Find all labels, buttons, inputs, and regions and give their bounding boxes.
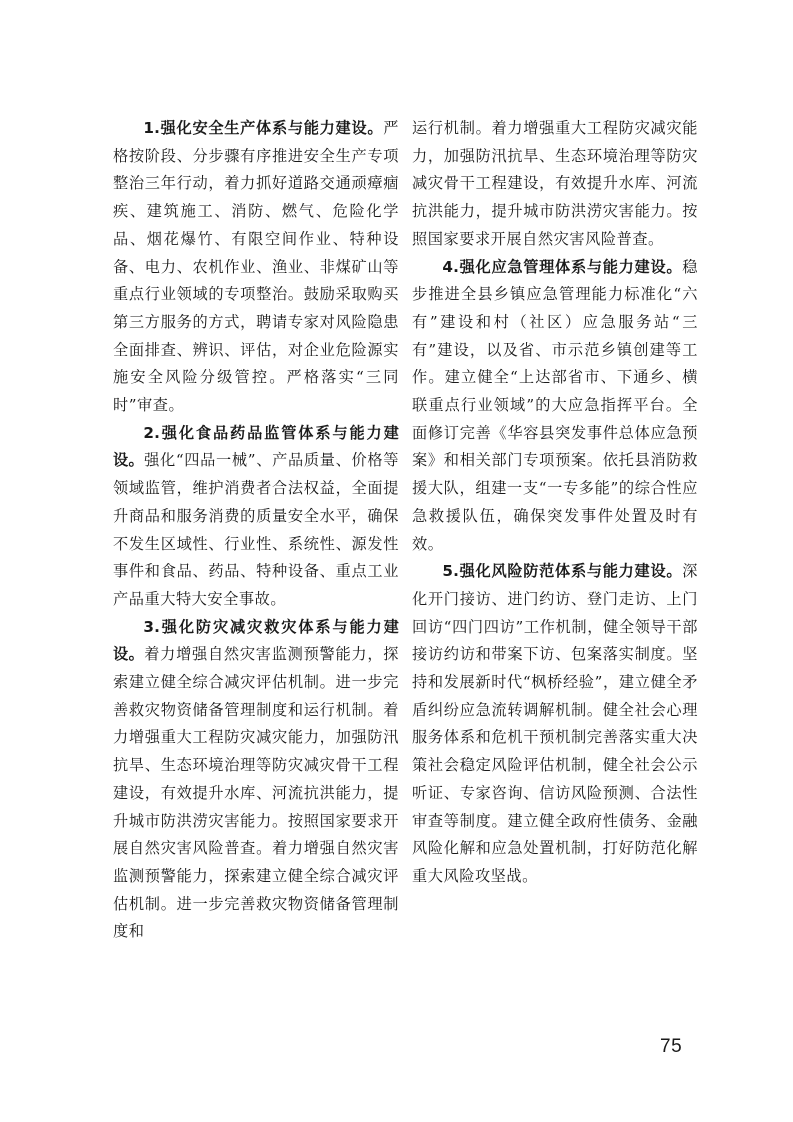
section-1-heading: 1.强化安全生产体系与能力建设。 [143,119,384,137]
section-4-body: 稳步推进全县乡镇应急管理能力标准化“六有”建设和村（社区）应急服务站“三有”建设，以及省、市示范乡镇创建等工作。建立健全“上达部省市、下通乡、横联重点行业领域”的大应急指挥平台。全面修订完善《华容县突发事件总体应急预案》和相关部门专项预案。依托县消防救援大队，组建一支“一专多能”的综合性应急救援队伍，确保突发事件处置及时有效。 [412,257,698,553]
section-1-body: 严格按阶段、分步骤有序推进安全生产专项整治三年行动，着力抓好道路交通顽瘴痼疾、建筑施工、消防、燃气、危险化学品、烟花爆竹、有限空间作业、特种设备、电力、农机作业、渔业、非煤矿山等重点行业领域的专项整治。鼓励采取购买第三方服务的方式，聘请专家对风险隐患全面排查、辨识、评估，对企业危险源实施安全风险分级管控。严格落实“三同时”审查。 [113,119,399,415]
section-3-continuation-paragraph [412,115,698,254]
section-5-body: 深化开门接访、进门约访、登门走访、上门回访“四门四访”工作机制，健全领导干部接访约访和带案下访、包案落实制度。坚持和发展新时代“枫桥经验”，建立健全矛盾纠纷应急流转调解机制。健全社会心理服务体系和危机干预机制完善落实重大决策社会稳定风险评估机制，健全社会公示听证、专家咨询、信访风险预测、合法性审查等制度。建立健全政府性债务、金融风险化解和应急处置机制，打好防范化解重大风险攻坚战。 [412,562,698,885]
section-5-paragraph [412,558,698,890]
right-column [412,115,698,891]
section-4-paragraph [412,254,698,559]
section-4-heading: 4.强化应急管理体系与能力建设。 [442,257,683,276]
section-3-body: 着力增强自然灾害监测预警能力，探索建立健全综合减灾评估机制。进一步完善救灾物资储备管理制度和运行机制。着力增强重大工程防灾减灾能力，加强防汛抗旱、生态环境治理等防灾减灾骨干工程建设，有效提升水库、河流抗洪能力，提升城市防洪涝灾害能力。按照国家要求开展自然灾害风险普查。着力增强自然灾害监测预警能力，探索建立健全综合减灾评估机制。进一步完善救灾物资储备管理制度和 [113,645,399,941]
section-2-body: 强化“四品一械”、产品质量、价格等领域监管，维护消费者合法权益，全面提升商品和服务消费的质量安全水平，确保不发生区域性、行业性、系统性、源发性事件和食品、药品、特种设备、重点工业产品重大特大安全事故。 [113,451,399,608]
page-number: 75 [660,1036,683,1057]
left-column [113,115,399,946]
section-3-paragraph [113,614,399,946]
section-2-heading: 2.强化食品药品监管体系与能力建设。 [113,423,399,470]
section-1-paragraph [113,115,399,420]
section-3-continuation-body: 运行机制。着力增强重大工程防灾减灾能力，加强防汛抗旱、生态环境治理等防灾减灾骨干工程建设，有效提升水库、河流抗洪能力，提升城市防洪涝灾害能力。按照国家要求开展自然灾害风险普查。 [412,119,698,248]
section-5-heading: 5.强化风险防范体系与能力建设。 [442,562,683,581]
section-2-paragraph [113,420,399,614]
section-3-heading: 3.强化防灾减灾救灾体系与能力建设。 [113,617,399,664]
